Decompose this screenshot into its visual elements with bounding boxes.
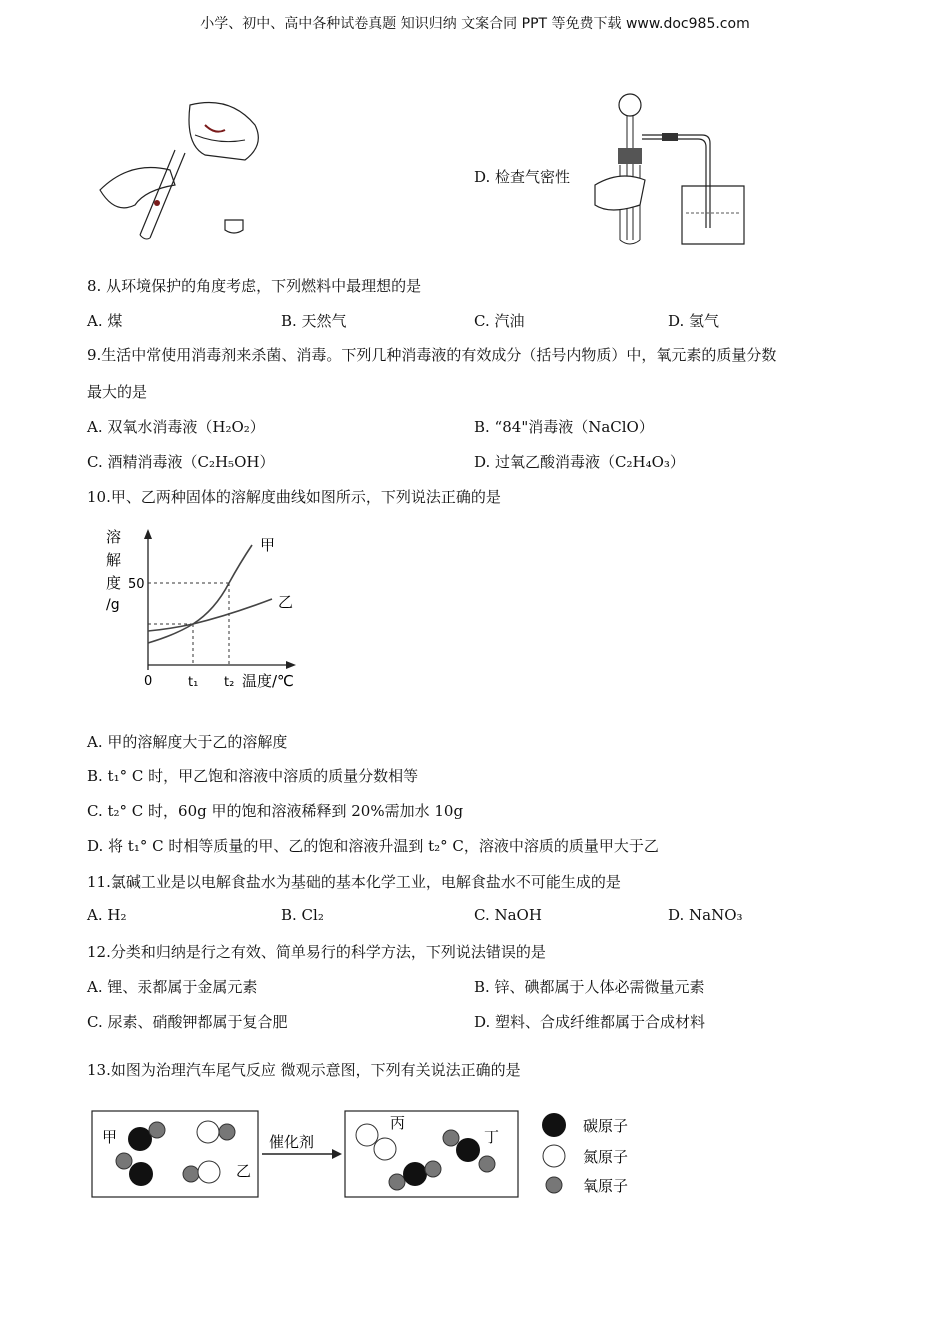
q12-option-d: D. 塑料、合成纤维都属于合成材料 [474, 1013, 706, 1031]
label-yi: 乙 [236, 1162, 252, 1180]
legend-carbon-icon [542, 1113, 566, 1137]
curve-yi [148, 599, 272, 631]
q10-option-c: C. t₂° C 时，60g 甲的饱和溶液稀释到 20%需加水 10g [87, 802, 464, 820]
q11-stem: 11.氯碱工业是以电解食盐水为基础的基本化学工业，电解食盐水不可能生成的是 [87, 873, 621, 891]
series-label-yi: 乙 [278, 593, 294, 611]
oxygen-atom [479, 1156, 495, 1172]
q8-option-a: A. 煤 [87, 312, 123, 330]
q13-stem: 13.如图为治理汽车尾气反应 微观示意图，下列有关说法正确的是 [87, 1061, 521, 1079]
carbon-atom [129, 1162, 153, 1186]
y-axis-arrow [144, 529, 152, 539]
x-tick-t2: t₂ [224, 675, 235, 690]
q9-stem-line1: 9.生活中常使用消毒剂来杀菌、消毒。下列几种消毒液的有效成分（括号内物质）中，氧元素的质量分数 [87, 346, 777, 364]
q9-option-d: D. 过氧乙酸消毒液（C₂H₄O₃） [474, 453, 685, 471]
legend-oxygen-icon [546, 1177, 562, 1193]
nitrogen-atom [198, 1161, 220, 1183]
q10-stem: 10.甲、乙两种固体的溶解度曲线如图所示，下列说法正确的是 [87, 488, 501, 506]
oxygen-atom [389, 1174, 405, 1190]
y-axis-label-char4: /g [106, 597, 120, 613]
q8-stem: 8. 从环境保护的角度考虑，下列燃料中最理想的是 [87, 277, 422, 295]
reaction-micro-diagram [90, 1108, 650, 1203]
oxygen-atom [183, 1166, 199, 1182]
label-ding: 丁 [484, 1128, 500, 1146]
x-tick-t1: t₁ [188, 675, 199, 690]
q10-option-a: A. 甲的溶解度大于乙的溶解度 [87, 733, 288, 751]
label-jia: 甲 [102, 1128, 118, 1146]
q11-option-d: D. NaNO₃ [668, 906, 743, 924]
q12-option-c: C. 尿素、硝酸钾都属于复合肥 [87, 1013, 288, 1031]
q8-option-c: C. 汽油 [474, 312, 525, 330]
q7-option-d: D. 检查气密性 [474, 168, 571, 186]
legend-nitrogen-label: 氮原子 [583, 1148, 629, 1166]
oxygen-atom [149, 1122, 165, 1138]
reaction-arrowhead [332, 1149, 342, 1159]
x-axis-arrow [286, 661, 296, 669]
q9-option-b: B. “84"消毒液（NaClO） [474, 418, 654, 436]
q12-stem: 12.分类和归纳是行之有效、简单易行的科学方法，下列说法错误的是 [87, 943, 546, 961]
oxygen-atom [443, 1130, 459, 1146]
q11-option-c: C. NaOH [474, 906, 542, 924]
pouring-liquid-illustration [95, 95, 285, 245]
curve-jia [148, 545, 252, 643]
oxygen-atom [219, 1124, 235, 1140]
carbon-atom [403, 1162, 427, 1186]
q10-option-b: B. t₁° C 时，甲乙饱和溶液中溶质的质量分数相等 [87, 767, 419, 785]
q9-stem-line2: 最大的是 [87, 383, 148, 401]
label-bing: 丙 [390, 1114, 406, 1132]
q11-option-a: A. H₂ [87, 906, 127, 924]
legend-nitrogen-icon [543, 1145, 565, 1167]
y-axis-label-char2: 解 [106, 551, 122, 569]
legend-oxygen-label: 氧原子 [583, 1177, 629, 1195]
q9-option-a: A. 双氧水消毒液（H₂O₂） [87, 418, 265, 436]
carbon-atom [128, 1127, 152, 1151]
nitrogen-atom [197, 1121, 219, 1143]
q11-option-b: B. Cl₂ [281, 906, 324, 924]
y-tick-50: 50 [128, 577, 145, 592]
airtightness-check-illustration [590, 90, 755, 250]
reactant-box [92, 1111, 258, 1197]
oxygen-atom [425, 1161, 441, 1177]
carbon-atom [456, 1138, 480, 1162]
q12-option-b: B. 锌、碘都属于人体必需微量元素 [474, 978, 705, 996]
product-box [345, 1111, 518, 1197]
legend-carbon-label: 碳原子 [583, 1117, 629, 1135]
series-label-jia: 甲 [260, 536, 276, 554]
x-tick-0: 0 [144, 674, 153, 689]
nitrogen-atom [374, 1138, 396, 1160]
y-axis-label-char3: 度 [106, 574, 122, 592]
x-axis-label: 温度/℃ [242, 672, 294, 690]
y-axis-label-char1: 溶 [106, 528, 122, 546]
q9-option-c: C. 酒精消毒液（C₂H₅OH） [87, 453, 275, 471]
solubility-chart [100, 525, 310, 695]
arrow-label: 催化剂 [269, 1133, 315, 1151]
oxygen-atom [116, 1153, 132, 1169]
q8-option-b: B. 天然气 [281, 312, 347, 330]
nitrogen-atom [356, 1124, 378, 1146]
q8-option-d: D. 氢气 [668, 312, 720, 330]
page-header: 小学、初中、高中各种试卷真题 知识归纳 文案合同 PPT 等免费下载 www.doc985.com [200, 16, 750, 32]
q10-option-d: D. 将 t₁° C 时相等质量的甲、乙的饱和溶液升温到 t₂° C，溶液中溶质的质量甲大于乙 [87, 837, 659, 855]
q12-option-a: A. 锂、汞都属于金属元素 [87, 978, 258, 996]
